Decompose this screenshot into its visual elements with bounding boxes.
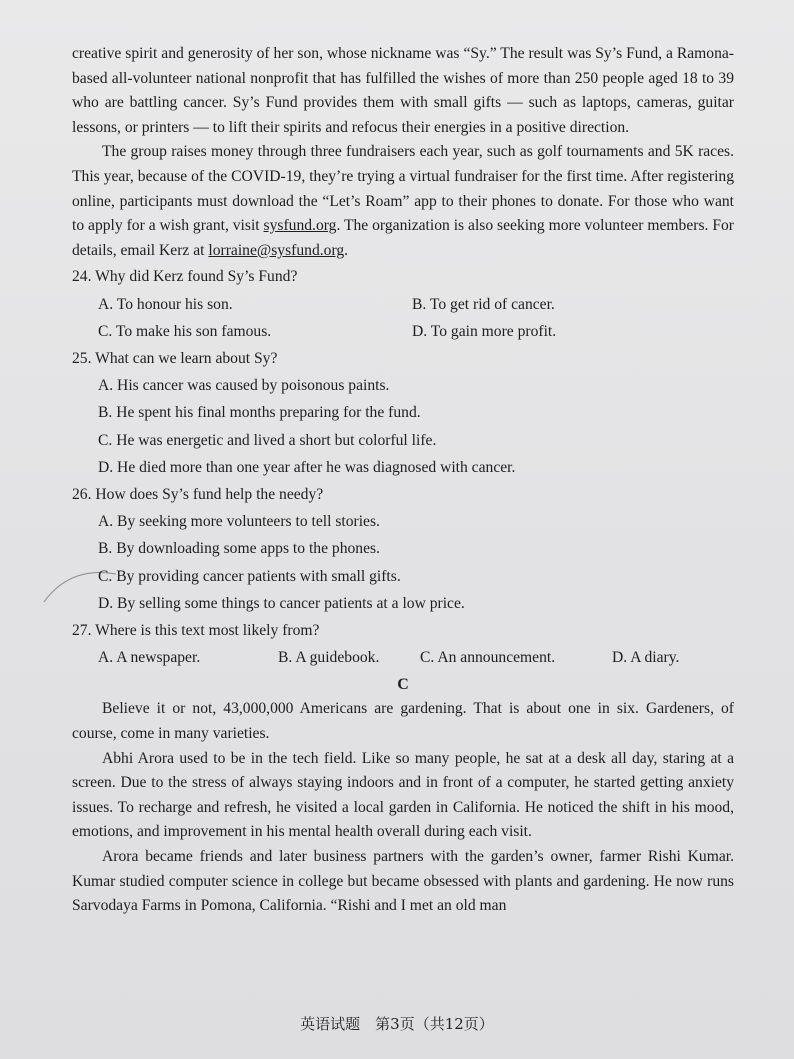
passage-b-paragraph-2-text-a: The group raises money through three fundraisers each year, such as golf tournaments and 5K races. This year, because of the COVID-19, they’re trying a virtual fundraiser for the first time. After registering online, participants must download the “Let’s Roam” app to their phones to donate. For those who want to apply for a wish grant, visit xyxy=(72,143,734,235)
question-26-option-b: B. By downloading some apps to the phones. xyxy=(98,540,380,558)
question-25-option-b: B. He spent his final months preparing for the fund. xyxy=(98,404,421,422)
passage-c-paragraph-2: Abhi Arora used to be in the tech field. Like so many people, he sat at a desk all day, staring at a screen. Due to the stress of always staying indoors and in front of a computer, he started getting anxiety issues. To recharge and refresh, he visited a local garden in California. He noticed the shift in his mood, emotions, and improvement in his mental health overall during each visit. xyxy=(72,749,734,841)
question-25-stem: 25. What can we learn about Sy? xyxy=(72,349,278,367)
question-26 xyxy=(72,481,734,617)
question-27-option-c: C. An announcement. xyxy=(420,649,556,667)
passage-c-paragraph-1: Believe it or not, 43,000,000 Americans are gardening. That is about one in six. Gardeners, of course, come in many varieties. xyxy=(72,700,734,742)
passage-c-paragraph-3: Arora became friends and later business partners with the garden’s owner, farmer Rishi Kumar. Kumar studied computer science in college but became obsessed with plants and gardening. He now runs Sarvodaya Farms in Pomona, California. “Rishi and I met an old man xyxy=(72,847,734,915)
question-27-option-a: A. A newspaper. xyxy=(98,649,201,667)
question-25-option-d: D. He died more than one year after he was diagnosed with cancer. xyxy=(98,458,516,476)
question-24 xyxy=(72,263,734,345)
section-c-heading: C xyxy=(397,676,409,694)
page-content xyxy=(72,42,734,919)
question-26-option-a: A. By seeking more volunteers to tell stories. xyxy=(98,513,380,531)
question-27-stem: 27. Where is this text most likely from? xyxy=(72,621,320,639)
question-26-option-c: C. By providing cancer patients with small gifts. xyxy=(98,567,401,585)
question-24-option-c: C. To make his son famous. xyxy=(98,322,272,340)
email-link[interactable]: lorraine@sysfund.org xyxy=(208,241,345,259)
question-26-stem: 26. How does Sy’s fund help the needy? xyxy=(72,485,324,503)
question-27-options-row xyxy=(72,644,734,671)
question-27-option-b: B. A guidebook. xyxy=(278,649,380,667)
question-25-option-a: A. His cancer was caused by poisonous paints. xyxy=(98,377,390,395)
question-24-option-d: D. To gain more profit. xyxy=(412,322,557,340)
passage-b-paragraph-2-text-b: . The organization is also seeking more volunteer members. For details, email Kerz at xyxy=(72,217,734,259)
question-27-option-d: D. A diary. xyxy=(612,649,680,667)
page-footer: 英语试题 第3页（共12页） xyxy=(300,1015,494,1033)
question-24-option-a: A. To honour his son. xyxy=(98,295,233,313)
question-26-option-d: D. By selling some things to cancer patients at a low price. xyxy=(98,594,465,612)
passage-b-paragraph-1: creative spirit and generosity of her son, whose nickname was “Sy.” The result was Sy’s Fund, a Ramona-based all-volunteer national nonprofit that has fulfilled the wishes of more than 250 people aged 18 to 39 who are battling cancer. Sy’s Fund provides them with small gifts — such as laptops, cameras, guitar lessons, or printers — to lift their spirits and refocus their energies in a positive direction. xyxy=(72,45,734,136)
question-24-option-b: B. To get rid of cancer. xyxy=(412,295,555,313)
passage-b-paragraph-2 xyxy=(72,140,734,263)
question-24-options-row-2 xyxy=(72,318,734,345)
passage-b-paragraph-2-text-c: . xyxy=(344,241,349,259)
question-25 xyxy=(72,345,734,481)
question-24-stem: 24. Why did Kerz found Sy’s Fund? xyxy=(72,268,298,286)
sysfund-link[interactable]: sysfund.org xyxy=(263,217,337,235)
question-24-options-row-1 xyxy=(72,291,734,318)
question-27 xyxy=(72,617,734,671)
question-25-option-c: C. He was energetic and lived a short but colorful life. xyxy=(98,431,437,449)
